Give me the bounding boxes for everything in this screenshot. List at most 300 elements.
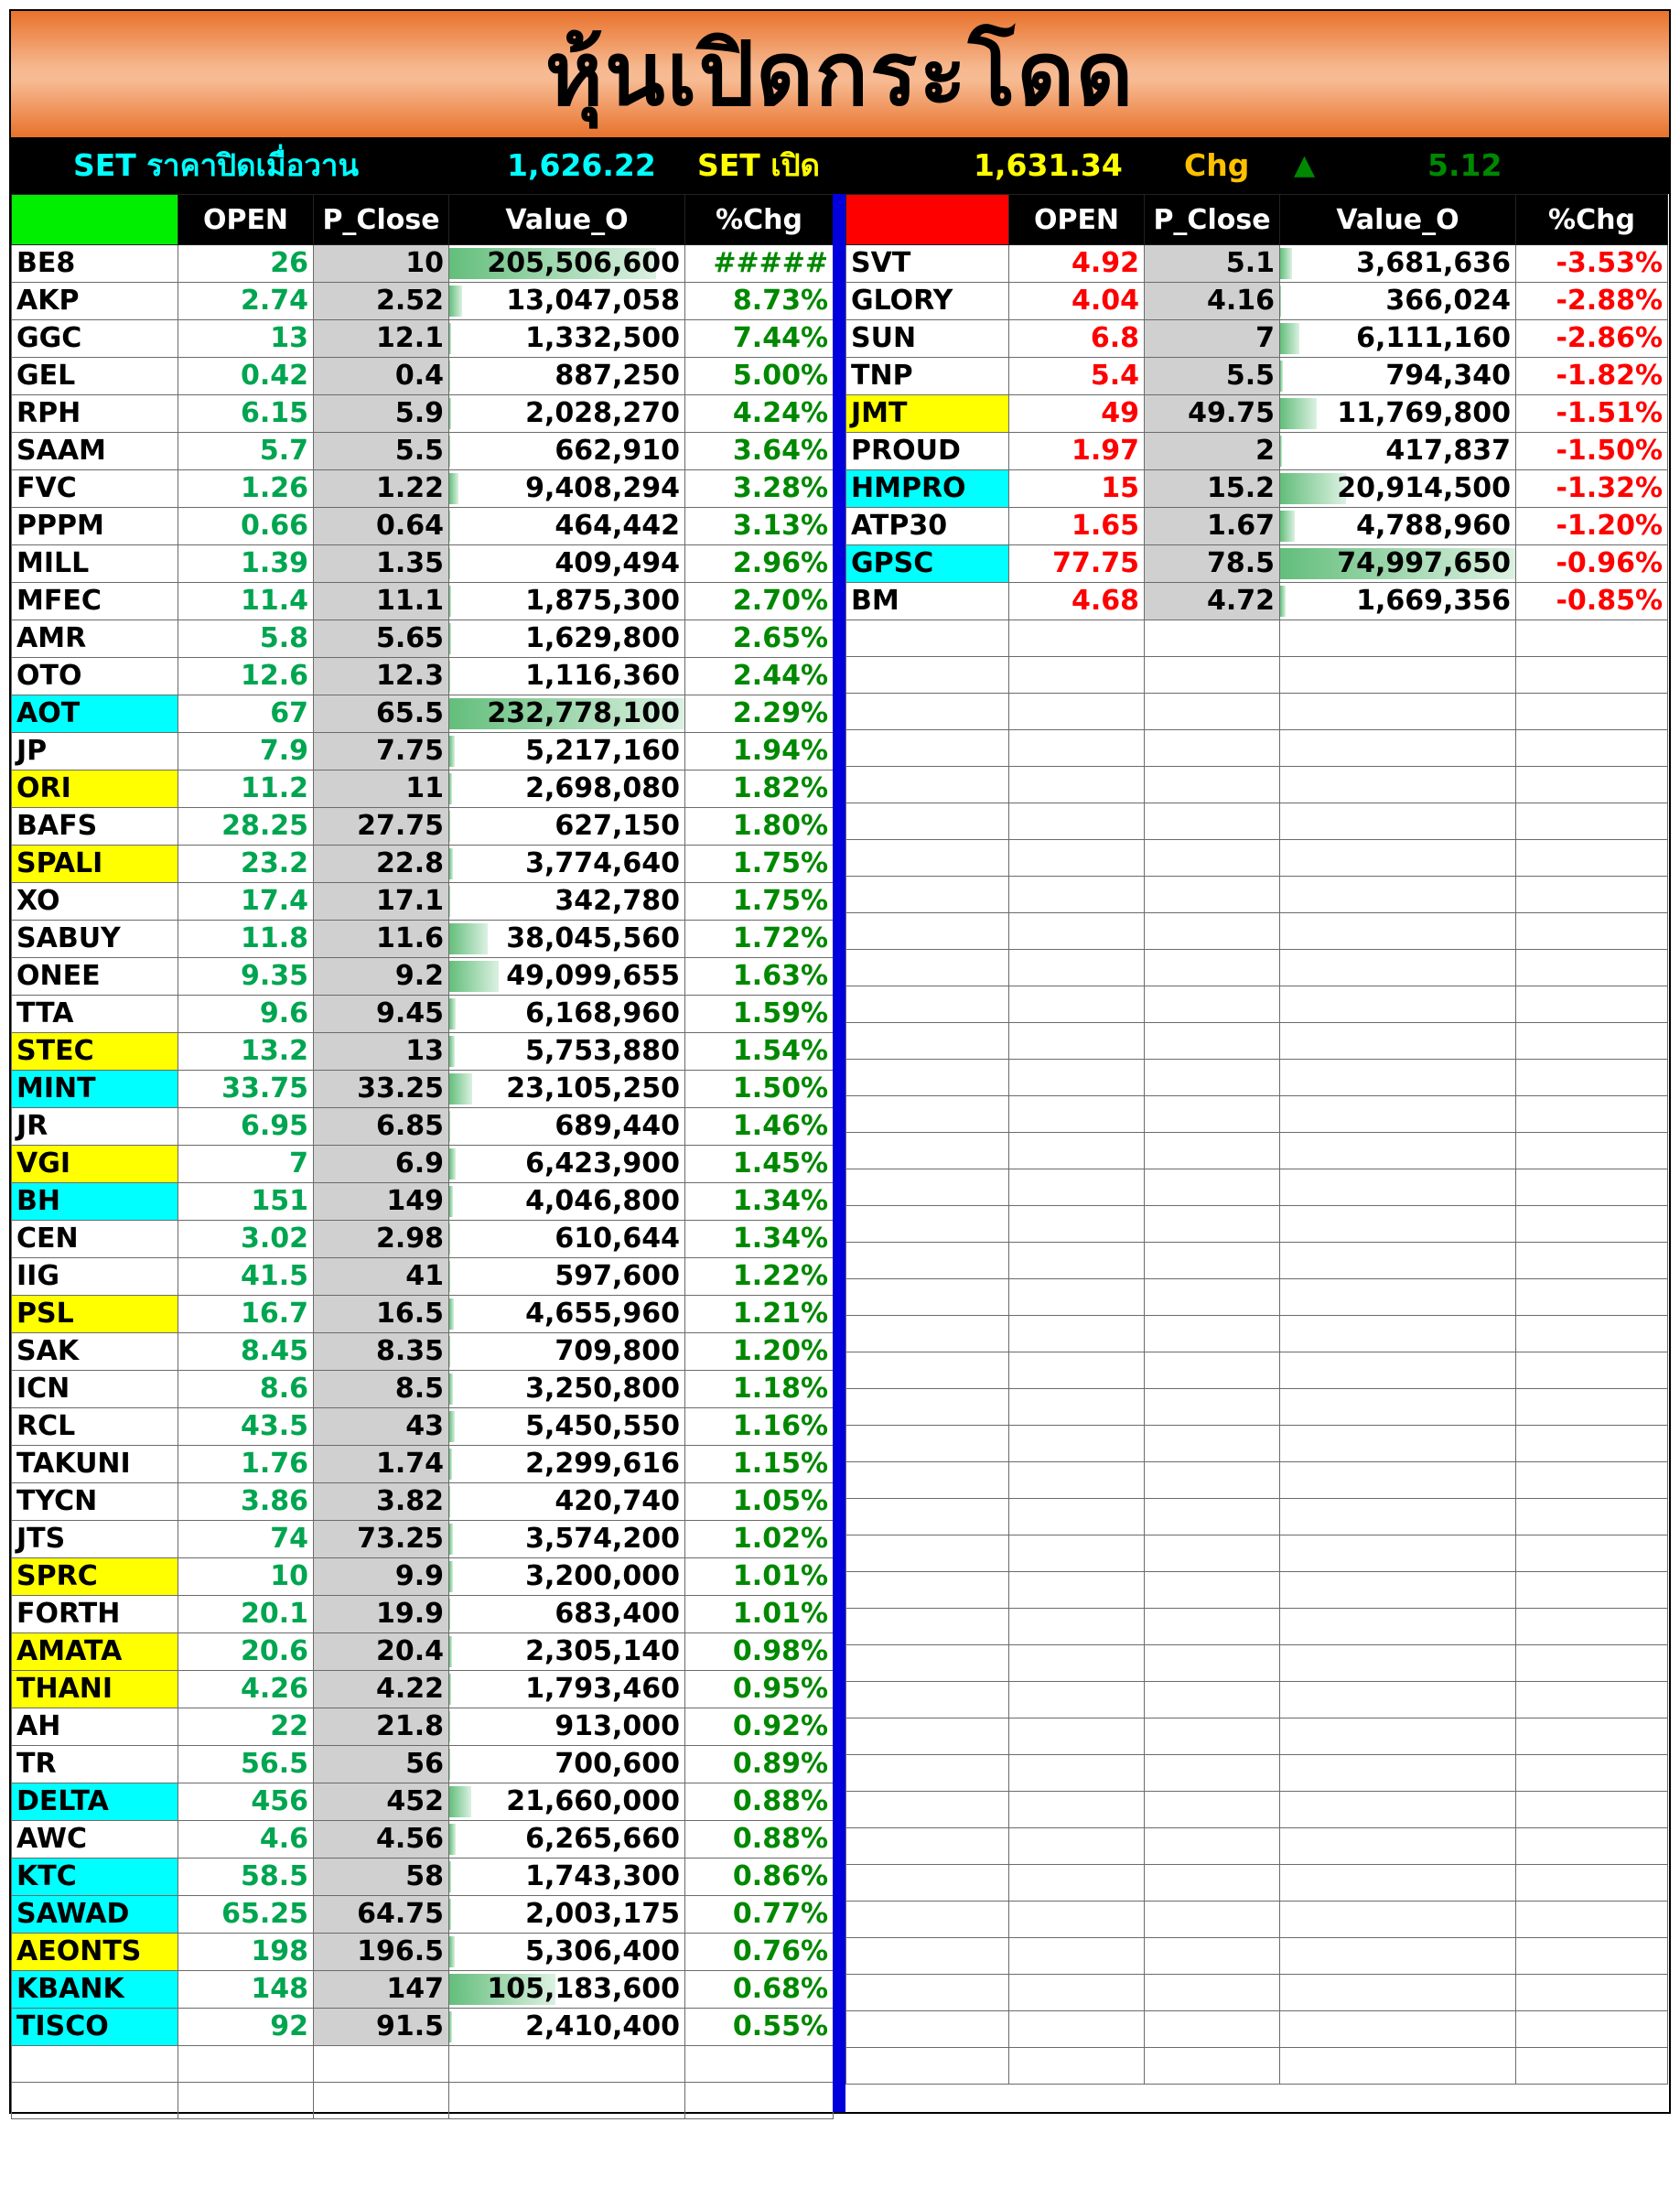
empty-row — [846, 913, 1668, 950]
open-price-cell: 2.74 — [178, 283, 314, 320]
set-open-label: SET เปิด — [697, 147, 820, 183]
pct-change-cell: 0.77% — [685, 1896, 834, 1934]
open-price-cell: 456 — [178, 1783, 314, 1821]
data-bar — [449, 1524, 453, 1555]
open-value-cell — [1280, 433, 1516, 470]
data-bar — [1280, 586, 1286, 617]
value-text: 49,099,655 — [506, 960, 680, 992]
symbol-cell: AOT — [12, 695, 178, 733]
blue-divider — [833, 194, 845, 2112]
open-value-cell — [449, 245, 685, 283]
pct-change-cell — [1516, 1169, 1668, 1206]
open-value-cell — [1280, 283, 1516, 320]
empty-row — [846, 840, 1668, 877]
table-row — [846, 433, 1668, 470]
table-row — [12, 583, 834, 620]
prev-close-cell — [1145, 1389, 1280, 1426]
data-bar — [449, 773, 452, 804]
open-price-cell: 15 — [1009, 470, 1145, 508]
data-bar — [1280, 473, 1346, 504]
open-value-cell — [449, 1146, 685, 1183]
open-price-cell: 11.4 — [178, 583, 314, 620]
table-row — [12, 1146, 834, 1183]
prev-close-cell: 149 — [314, 1183, 449, 1221]
pct-change-cell — [1516, 913, 1668, 950]
open-price-cell — [1009, 1719, 1145, 1755]
table-row — [12, 1558, 834, 1596]
open-value-cell — [1280, 803, 1516, 840]
pct-change-cell: 1.80% — [685, 808, 834, 846]
value-text: 205,506,600 — [487, 247, 680, 279]
pct-change-cell: 1.34% — [685, 1183, 834, 1221]
symbol-cell: MILL — [12, 545, 178, 583]
empty-row — [846, 1535, 1668, 1572]
value-text: 1,669,356 — [1356, 585, 1511, 617]
pct-change-cell: -1.20% — [1516, 508, 1668, 545]
value-text: 683,400 — [555, 1598, 680, 1630]
symbol-cell: CEN — [12, 1221, 178, 1258]
symbol-cell — [846, 1572, 1009, 1609]
losers-table — [845, 194, 1668, 2085]
open-value-cell — [449, 545, 685, 583]
table-row — [12, 433, 834, 470]
pct-change-cell: 1.45% — [685, 1146, 834, 1183]
prev-close-cell: 5.9 — [314, 395, 449, 433]
open-price-cell: 4.68 — [1009, 583, 1145, 620]
pct-change-cell: 1.54% — [685, 1033, 834, 1071]
open-price-cell: 9.35 — [178, 958, 314, 996]
symbol-cell — [846, 1902, 1009, 1938]
pct-change-cell: 0.86% — [685, 1859, 834, 1896]
symbol-cell: JTS — [12, 1521, 178, 1558]
open-price-cell: 23.2 — [178, 846, 314, 883]
prev-close-cell: 452 — [314, 1783, 449, 1821]
open-price-cell — [1009, 2011, 1145, 2048]
pct-change-cell — [1516, 1975, 1668, 2011]
prev-close-cell — [1145, 1169, 1280, 1206]
pct-change-cell — [1516, 2011, 1668, 2048]
prev-close-cell — [1145, 1352, 1280, 1389]
open-value-cell — [1280, 1682, 1516, 1719]
empty-row — [846, 1828, 1668, 1865]
data-bar — [449, 1073, 472, 1104]
table-row — [12, 770, 834, 808]
empty-row — [846, 1169, 1668, 1206]
table-row — [846, 358, 1668, 395]
pct-change-cell: 1.59% — [685, 996, 834, 1033]
table-row — [12, 921, 834, 958]
open-value-cell — [449, 1033, 685, 1071]
symbol-cell — [846, 730, 1009, 767]
pct-change-cell: 1.01% — [685, 1596, 834, 1633]
prev-close-cell: 9.45 — [314, 996, 449, 1033]
symbol-cell: BM — [846, 583, 1009, 620]
open-price-cell — [1009, 1902, 1145, 1938]
value-text: 13,047,058 — [506, 285, 680, 317]
value-text: 3,774,640 — [525, 847, 680, 879]
pct-change-cell — [1516, 694, 1668, 730]
pct-change-cell — [1516, 1719, 1668, 1755]
open-value-cell — [1280, 395, 1516, 433]
prev-close-cell: 11.1 — [314, 583, 449, 620]
empty-row — [12, 2083, 834, 2119]
open-price-cell: 67 — [178, 695, 314, 733]
table-row — [846, 395, 1668, 433]
open-value-cell — [449, 1821, 685, 1859]
table-row — [12, 1221, 834, 1258]
value-text: 4,788,960 — [1356, 510, 1511, 542]
pct-change-cell — [1516, 1682, 1668, 1719]
table-row — [12, 658, 834, 695]
open-price-cell: 5.7 — [178, 433, 314, 470]
symbol-cell: IIG — [12, 1258, 178, 1296]
value-text: 6,111,160 — [1356, 322, 1511, 354]
empty-row — [846, 950, 1668, 986]
open-value-cell — [449, 583, 685, 620]
pct-change-cell — [1516, 877, 1668, 913]
prev-close-cell: 3.82 — [314, 1483, 449, 1521]
empty-row — [846, 1609, 1668, 1645]
data-bar — [449, 1186, 453, 1217]
open-value-cell — [449, 2009, 685, 2046]
value-text: 4,655,960 — [525, 1298, 680, 1330]
page-title: หุ้นเปิดกระโดด — [544, 23, 1136, 125]
data-bar — [449, 1674, 451, 1705]
open-value-cell — [1280, 620, 1516, 657]
data-bar — [449, 961, 499, 992]
pct-change-cell — [1516, 1133, 1668, 1169]
data-bar — [449, 1374, 453, 1405]
open-price-cell: 26 — [178, 245, 314, 283]
data-bar — [449, 1711, 450, 1742]
value-text: 709,800 — [555, 1335, 680, 1367]
value-text: 1,875,300 — [525, 585, 680, 617]
table-row — [12, 1296, 834, 1333]
prev-close-cell: 16.5 — [314, 1296, 449, 1333]
open-value-cell — [1280, 1243, 1516, 1279]
prev-close-cell: 19.9 — [314, 1596, 449, 1633]
value-text: 794,340 — [1385, 360, 1511, 392]
symbol-cell — [846, 767, 1009, 803]
symbol-cell: XO — [12, 883, 178, 921]
value-text: 5,753,880 — [525, 1035, 680, 1067]
prev-close-cell: 5.1 — [1145, 245, 1280, 283]
pct-change-cell: -0.85% — [1516, 583, 1668, 620]
prev-close-cell: 7.75 — [314, 733, 449, 770]
open-value-cell — [1280, 657, 1516, 694]
table-row — [12, 1183, 834, 1221]
prev-close-cell — [1145, 1426, 1280, 1462]
data-bar — [1280, 286, 1281, 317]
empty-row — [846, 803, 1668, 840]
pct-change-cell: 1.46% — [685, 1108, 834, 1146]
pct-change-cell: 1.94% — [685, 733, 834, 770]
symbol-cell — [846, 1316, 1009, 1352]
symbol-cell — [846, 840, 1009, 877]
open-price-cell: 3.86 — [178, 1483, 314, 1521]
symbol-cell: PSL — [12, 1296, 178, 1333]
open-price-cell: 33.75 — [178, 1071, 314, 1108]
open-value-cell — [1280, 1316, 1516, 1352]
prev-close-cell: 21.8 — [314, 1708, 449, 1746]
table-row — [12, 1896, 834, 1934]
table-row — [12, 1108, 834, 1146]
data-bar — [449, 1449, 452, 1480]
open-value-cell — [449, 1371, 685, 1408]
table-row — [12, 1821, 834, 1859]
value-text: 4,046,800 — [525, 1185, 680, 1217]
pct-change-cell — [1516, 1243, 1668, 1279]
symbol-cell — [846, 2011, 1009, 2048]
value-text: 5,217,160 — [525, 735, 680, 767]
open-price-cell — [1009, 1060, 1145, 1096]
open-price-cell: 151 — [178, 1183, 314, 1221]
open-price-cell: 49 — [1009, 395, 1145, 433]
data-bar — [449, 1261, 450, 1292]
table-row — [846, 283, 1668, 320]
symbol-cell — [846, 950, 1009, 986]
pct-change-cell: 1.75% — [685, 883, 834, 921]
symbol-cell — [846, 1389, 1009, 1426]
open-value-cell — [449, 1221, 685, 1258]
open-value-cell — [1280, 320, 1516, 358]
value-text: 610,644 — [555, 1223, 680, 1255]
symbol-cell — [846, 1169, 1009, 1206]
open-value-cell — [449, 1783, 685, 1821]
table-row — [12, 1746, 834, 1783]
prev-close-cell: 17.1 — [314, 883, 449, 921]
data-bar — [449, 473, 458, 504]
empty-row — [846, 1645, 1668, 1682]
pct-change-cell — [1516, 767, 1668, 803]
table-row — [12, 1446, 834, 1483]
open-price-cell — [1009, 1499, 1145, 1535]
prev-close-cell: 0.64 — [314, 508, 449, 545]
table-row — [12, 620, 834, 658]
table-row — [12, 1258, 834, 1296]
prev-close-cell — [1145, 1535, 1280, 1572]
empty-row — [846, 1243, 1668, 1279]
prev-close-cell: 49.75 — [1145, 395, 1280, 433]
open-price-cell: 8.45 — [178, 1333, 314, 1371]
empty-row — [846, 1682, 1668, 1719]
prev-close-cell — [1145, 1938, 1280, 1975]
value-text: 1,743,300 — [525, 1860, 680, 1892]
prev-close-cell: 78.5 — [1145, 545, 1280, 583]
empty-row — [846, 1865, 1668, 1902]
open-value-cell — [449, 2046, 685, 2083]
prev-close-cell: 12.1 — [314, 320, 449, 358]
symbol-cell — [12, 2046, 178, 2083]
open-price-cell — [1009, 1169, 1145, 1206]
open-price-cell — [1009, 1828, 1145, 1865]
data-bar — [449, 848, 453, 879]
open-price-cell — [1009, 913, 1145, 950]
gainers-tag-cell — [12, 195, 178, 245]
open-value-cell — [1280, 2048, 1516, 2085]
pct-change-cell: 0.88% — [685, 1783, 834, 1821]
empty-row — [846, 694, 1668, 730]
open-value-cell — [1280, 1975, 1516, 2011]
value-text: 20,914,500 — [1337, 472, 1511, 504]
open-value-cell — [1280, 245, 1516, 283]
symbol-cell: GGC — [12, 320, 178, 358]
data-bar — [449, 1148, 456, 1180]
value-text: 23,105,250 — [506, 1072, 680, 1104]
table-row — [12, 358, 834, 395]
table-row — [846, 508, 1668, 545]
value-text: 38,045,560 — [506, 922, 680, 954]
symbol-cell: VGI — [12, 1146, 178, 1183]
open-value-cell — [1280, 730, 1516, 767]
pct-change-cell: 2.44% — [685, 658, 834, 695]
prev-close-cell — [1145, 877, 1280, 913]
prev-close-cell: 58 — [314, 1859, 449, 1896]
table-row — [12, 958, 834, 996]
open-price-cell — [178, 2046, 314, 2083]
col-header-open: OPEN — [178, 195, 314, 245]
pct-change-cell: 1.20% — [685, 1333, 834, 1371]
pct-change-cell: 8.73% — [685, 283, 834, 320]
empty-row — [846, 1792, 1668, 1828]
symbol-cell: MINT — [12, 1071, 178, 1108]
prev-close-cell — [1145, 1243, 1280, 1279]
empty-row — [846, 2048, 1668, 2085]
empty-row — [846, 657, 1668, 694]
symbol-cell: SUN — [846, 320, 1009, 358]
open-price-cell: 8.6 — [178, 1371, 314, 1408]
prev-close-cell — [1145, 1682, 1280, 1719]
open-price-cell: 12.6 — [178, 658, 314, 695]
data-bar — [449, 1336, 450, 1367]
pct-change-cell: 0.88% — [685, 1821, 834, 1859]
symbol-cell: RPH — [12, 395, 178, 433]
value-text: 105,183,600 — [487, 1973, 680, 2005]
table-row — [846, 583, 1668, 620]
value-text: 464,442 — [555, 510, 680, 542]
open-value-cell — [1280, 470, 1516, 508]
symbol-cell: TTA — [12, 996, 178, 1033]
pct-change-cell: -2.86% — [1516, 320, 1668, 358]
open-value-cell — [1280, 1535, 1516, 1572]
table-row — [12, 395, 834, 433]
open-value-cell — [449, 695, 685, 733]
open-price-cell: 1.26 — [178, 470, 314, 508]
table-row — [12, 245, 834, 283]
pct-change-cell — [1516, 1499, 1668, 1535]
open-price-cell — [1009, 620, 1145, 657]
data-bar — [1280, 511, 1295, 542]
data-bar — [449, 1111, 450, 1142]
pct-change-cell: 3.64% — [685, 433, 834, 470]
prev-close-cell — [1145, 1279, 1280, 1316]
prev-close-cell: 27.75 — [314, 808, 449, 846]
symbol-cell: ATP30 — [846, 508, 1009, 545]
prev-close-cell: 4.72 — [1145, 583, 1280, 620]
pct-change-cell — [1516, 1316, 1668, 1352]
value-text: 913,000 — [555, 1710, 680, 1742]
value-text: 3,574,200 — [525, 1523, 680, 1555]
open-price-cell: 6.95 — [178, 1108, 314, 1146]
open-price-cell — [1009, 1316, 1145, 1352]
open-value-cell — [449, 1183, 685, 1221]
open-price-cell: 13 — [178, 320, 314, 358]
open-value-cell — [1280, 1719, 1516, 1755]
symbol-cell: JMT — [846, 395, 1009, 433]
value-text: 366,024 — [1385, 285, 1511, 317]
open-price-cell: 1.97 — [1009, 433, 1145, 470]
prev-close-cell — [1145, 620, 1280, 657]
pct-change-cell: 2.96% — [685, 545, 834, 583]
prev-close-cell: 2.52 — [314, 283, 449, 320]
open-value-cell — [449, 1483, 685, 1521]
symbol-cell — [846, 1279, 1009, 1316]
open-value-cell — [1280, 694, 1516, 730]
prev-close-cell: 65.5 — [314, 695, 449, 733]
symbol-cell — [846, 1023, 1009, 1060]
data-bar — [449, 811, 450, 842]
symbol-cell: GLORY — [846, 283, 1009, 320]
prev-close-cell — [1145, 1609, 1280, 1645]
pct-change-cell — [1516, 1902, 1668, 1938]
value-text: 6,423,900 — [525, 1147, 680, 1180]
open-value-cell — [1280, 1755, 1516, 1792]
empty-row — [846, 1975, 1668, 2011]
empty-row — [846, 1206, 1668, 1243]
value-text: 1,116,360 — [525, 660, 680, 692]
open-price-cell: 0.42 — [178, 358, 314, 395]
open-value-cell — [1280, 1279, 1516, 1316]
data-bar — [449, 1036, 455, 1067]
prev-close-cell — [1145, 1902, 1280, 1938]
empty-row — [846, 1755, 1668, 1792]
open-value-cell — [449, 358, 685, 395]
symbol-cell: RCL — [12, 1408, 178, 1446]
symbol-cell: AMR — [12, 620, 178, 658]
value-text: 232,778,100 — [487, 697, 680, 729]
empty-row — [846, 877, 1668, 913]
open-price-cell: 0.66 — [178, 508, 314, 545]
symbol-cell: JP — [12, 733, 178, 770]
prev-close-cell: 5.65 — [314, 620, 449, 658]
data-bar — [449, 436, 450, 467]
table-row — [12, 883, 834, 921]
symbol-cell: SAWAD — [12, 1896, 178, 1934]
open-price-cell — [1009, 1938, 1145, 1975]
open-price-cell: 11.8 — [178, 921, 314, 958]
pct-change-cell — [1516, 2048, 1668, 2085]
col-header-open: OPEN — [1009, 195, 1145, 245]
open-value-cell — [449, 1071, 685, 1108]
table-row — [12, 1521, 834, 1558]
set-open-value: 1,631.34 — [974, 147, 1123, 183]
pct-change-cell: 1.22% — [685, 1258, 834, 1296]
prev-close-cell — [1145, 2011, 1280, 2048]
prev-close-cell: 1.74 — [314, 1446, 449, 1483]
set-prev-close-label: SET ราคาปิดเมื่อวาน — [73, 147, 360, 183]
open-price-cell — [1009, 1426, 1145, 1462]
prev-close-cell — [1145, 986, 1280, 1023]
prev-close-cell: 13 — [314, 1033, 449, 1071]
losers-header-row — [846, 195, 1668, 245]
table-row — [12, 320, 834, 358]
prev-close-cell — [1145, 1133, 1280, 1169]
symbol-cell: SAK — [12, 1333, 178, 1371]
pct-change-cell: 0.95% — [685, 1671, 834, 1708]
pct-change-cell — [1516, 1462, 1668, 1499]
open-value-cell — [449, 808, 685, 846]
data-bar — [449, 398, 451, 429]
